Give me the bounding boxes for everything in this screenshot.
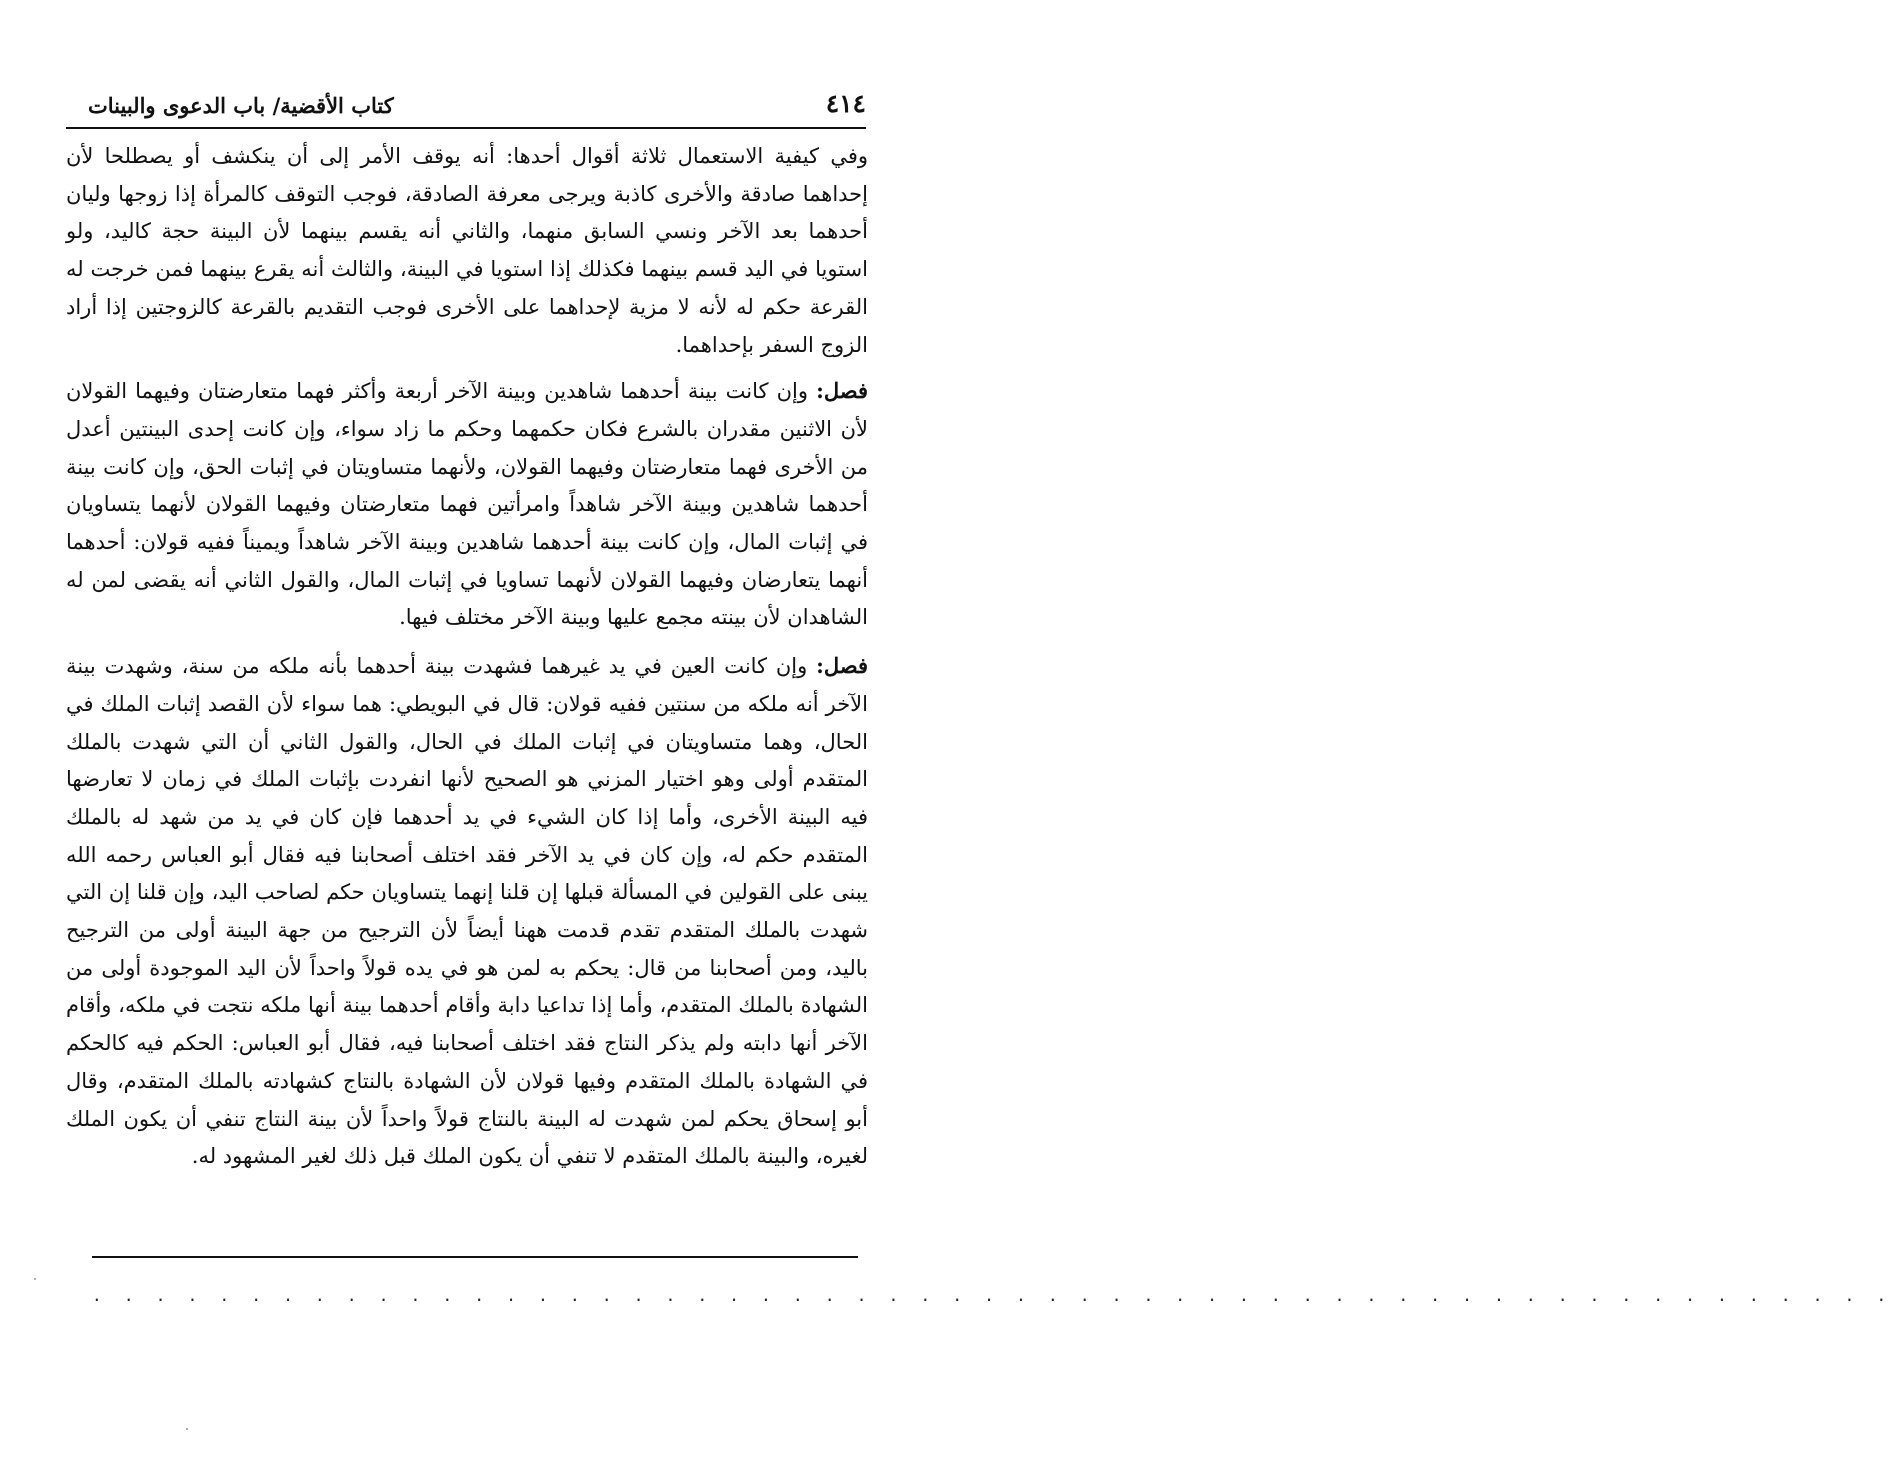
running-title: كتاب الأقضية/ باب الدعوى والبينات: [88, 93, 394, 118]
page-number: ٤١٤: [825, 89, 866, 118]
paragraph-2: [66, 372, 868, 637]
paragraph-2-text: وإن كانت بينة أحدهما شاهدين وبينة الآخر أربعة وأكثر فهما متعارضتان وفيهما القولان لأن الاثنين مقدران بالشرع فكان حكمهما وحكم ما زاد سواء، وإن كانت إحدى البينتين أعدل من الأخرى فهما متعارضتان وفيهما القولان، ولأنهما متساويتان في إثبات الحق، وإن كانت بينة أحدهما شاهدين وبينة الآخر شاهداً وامرأتين فهما متعارضتان وفيهما القولان لأنهما يتساويان في إثبات المال، وإن كانت بينة أحدهما شاهدين وبينة الآخر شاهداً ويميناً ففيه قولان: أحدهما أنهما يتعارضان وفيهما القولان لأنهما تساويا في إثبات المال، والقول الثاني أنه يقضى لمن له الشاهدان لأن بينته مجمع عليها وبينة الآخر مختلف فيها.: [66, 379, 868, 630]
scan-speck: [186, 1428, 188, 1430]
footnote-dots: . . . . . . . . . . . . . . . . . . . . . . . . . . . . . . . . . . . . . . . . . . . . . . . . . . . . . . . . .: [92, 1286, 1892, 1305]
header-rule: [66, 127, 866, 129]
scan-speck: [34, 1278, 36, 1280]
paragraph-3: [66, 647, 868, 1176]
footnote-rule: [92, 1256, 858, 1258]
section-label: فصل:: [816, 378, 868, 404]
main-text: [66, 138, 868, 1176]
paragraph-1: وفي كيفية الاستعمال ثلاثة أقوال أحدها: أنه يوقف الأمر إلى أن ينكشف أو يصطلحا لأن إحداهما صادقة والأخرى كاذبة ويرجى معرفة الصادقة، فوجب التوقف كالمرأة إذا زوجها وليان أحدهما بعد الآخر ونسي السابق منهما، والثاني أنه يقسم بينهما لأن البينة حجة كاليد، ولو استويا في اليد قسم بينهما فكذلك إذا استويا في البينة، والثالث أنه يقرع بينهما فمن خرجت له القرعة حكم له لأنه لا مزية لإحداهما على الأخرى فوجب التقديم بالقرعة كالزوجتين إذا أراد الزوج السفر بإحداهما.: [66, 144, 868, 357]
page-header: [88, 78, 866, 118]
paragraph-3-text: وإن كانت العين في يد غيرهما فشهدت بينة أحدهما بأنه ملكه من سنة، وشهدت بينة الآخر أنه ملكه من سنتين ففيه قولان: قال في البويطي: هما سواء لأن القصد إثبات الملك في الحال، وهما متساويتان في إثبات الملك في الحال، والقول الثاني أن التي شهدت بالملك المتقدم أولى وهو اختيار المزني هو الصحيح لأنها انفردت بإثبات الملك في زمان لا تعارضها فيه البينة الأخرى، وأما إذا كان الشيء في يد أحدهما فإن كان في يد من شهد له بالملك المتقدم حكم له، وإن كان في يد الآخر فقد اختلف أصحابنا فيه فقال أبو العباس رحمه الله يبنى على القولين في المسألة قبلها إن قلنا إنهما يتساويان حكم لصاحب اليد، وإن قلنا إن التي شهدت بالملك المتقدم تقدم قدمت ههنا أيضاً لأن الترجيح من جهة البينة أولى من الترجيح باليد، ومن أصحابنا من قال: يحكم به لمن هو في يده قولاً واحداً لأن اليد الموجودة أولى من الشهادة بالملك المتقدم، وأما إذا تداعيا دابة وأقام أحدهما بينة أنها ملكه نتجت في ملكه، وأقام الآخر أنها دابته ولم يذكر النتاج فقد اختلف أصحابنا فيه، فقال أبو العباس: الحكم فيه كالحكم في الشهادة بالملك المتقدم وفيها قولان لأن الشهادة بالنتاج كشهادته بالملك المتقدم، وقال أبو إسحاق يحكم لمن شهدت له البينة بالنتاج قولاً واحداً لأن بينة النتاج تنفي أن يكون الملك لغيره، والبينة بالملك المتقدم لا تنفي أن يكون الملك قبل ذلك لغير المشهود له.: [66, 654, 868, 1169]
section-label: فصل:: [816, 653, 868, 679]
